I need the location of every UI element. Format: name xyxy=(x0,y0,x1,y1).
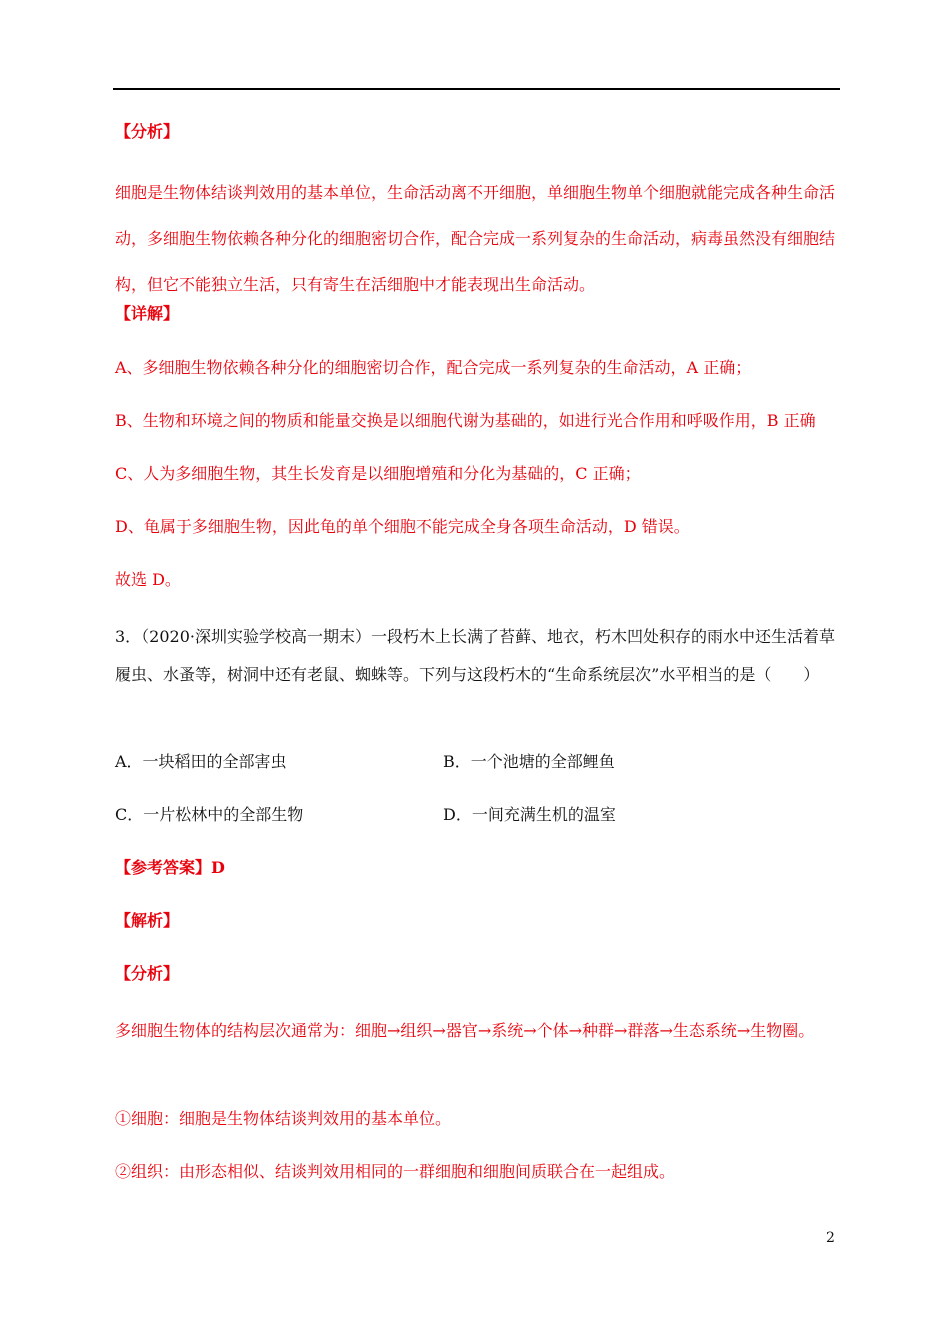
detail-b: B、生物和环境之间的物质和能量交换是以细胞代谢为基础的，如进行光合作用和呼吸作用，B 正确 xyxy=(115,411,816,430)
option-b: B．一个池塘的全部鲤鱼 xyxy=(443,752,615,771)
point-tissue: ②组织：由形态相似、结谈判效用相同的一群细胞和细胞间质联合在一起组成。 xyxy=(115,1162,676,1181)
option-d: D．一间充满生机的温室 xyxy=(443,805,616,824)
reference-answer: 【参考答案】D xyxy=(115,858,225,877)
explain-heading: 【解析】 xyxy=(115,911,180,930)
page-number: 2 xyxy=(826,1230,835,1246)
analysis-heading-2: 【分析】 xyxy=(115,964,180,983)
option-c: C．一片松林中的全部生物 xyxy=(115,805,304,824)
detail-c: C、人为多细胞生物，其生长发育是以细胞增殖和分化为基础的，C 正确； xyxy=(115,464,641,483)
conclusion: 故选 D。 xyxy=(115,570,181,589)
detail-heading: 【详解】 xyxy=(115,304,180,323)
question-stem: 3．（2020·深圳实验学校高一期末）一段朽木上长满了苔藓、地衣，朽木凹处积存的雨水中还生活着草履虫、水蚤等，树洞中还有老鼠、蜘蛛等。下列与这段朽木的“生命系统层次”水平相当的是（ ） xyxy=(115,627,835,684)
analysis-text: 细胞是生物体结谈判效用的基本单位，生命活动离不开细胞，单细胞生物单个细胞就能完成各种生命活动，多细胞生物依赖各种分化的细胞密切合作，配合完成一系列复杂的生命活动，病毒虽然没有细胞结构，但它不能独立生活，只有寄生在活细胞中才能表现出生命活动。 xyxy=(115,183,836,294)
detail-d: D、龟属于多细胞生物，因此龟的单个细胞不能完成全身各项生命活动，D 错误。 xyxy=(115,517,690,536)
detail-a: A、多细胞生物依赖各种分化的细胞密切合作，配合完成一系列复杂的生命活动，A 正确； xyxy=(115,358,752,377)
point-cell: ①细胞：细胞是生物体结谈判效用的基本单位。 xyxy=(115,1109,452,1128)
header-rule xyxy=(113,88,840,90)
option-a: A．一块稻田的全部害虫 xyxy=(115,752,287,771)
analysis-heading: 【分析】 xyxy=(115,122,180,141)
analysis-text-2: 多细胞生物体的结构层次通常为：细胞→组织→器官→系统→个体→种群→群落→生态系统→生物圈。 xyxy=(115,1021,815,1040)
